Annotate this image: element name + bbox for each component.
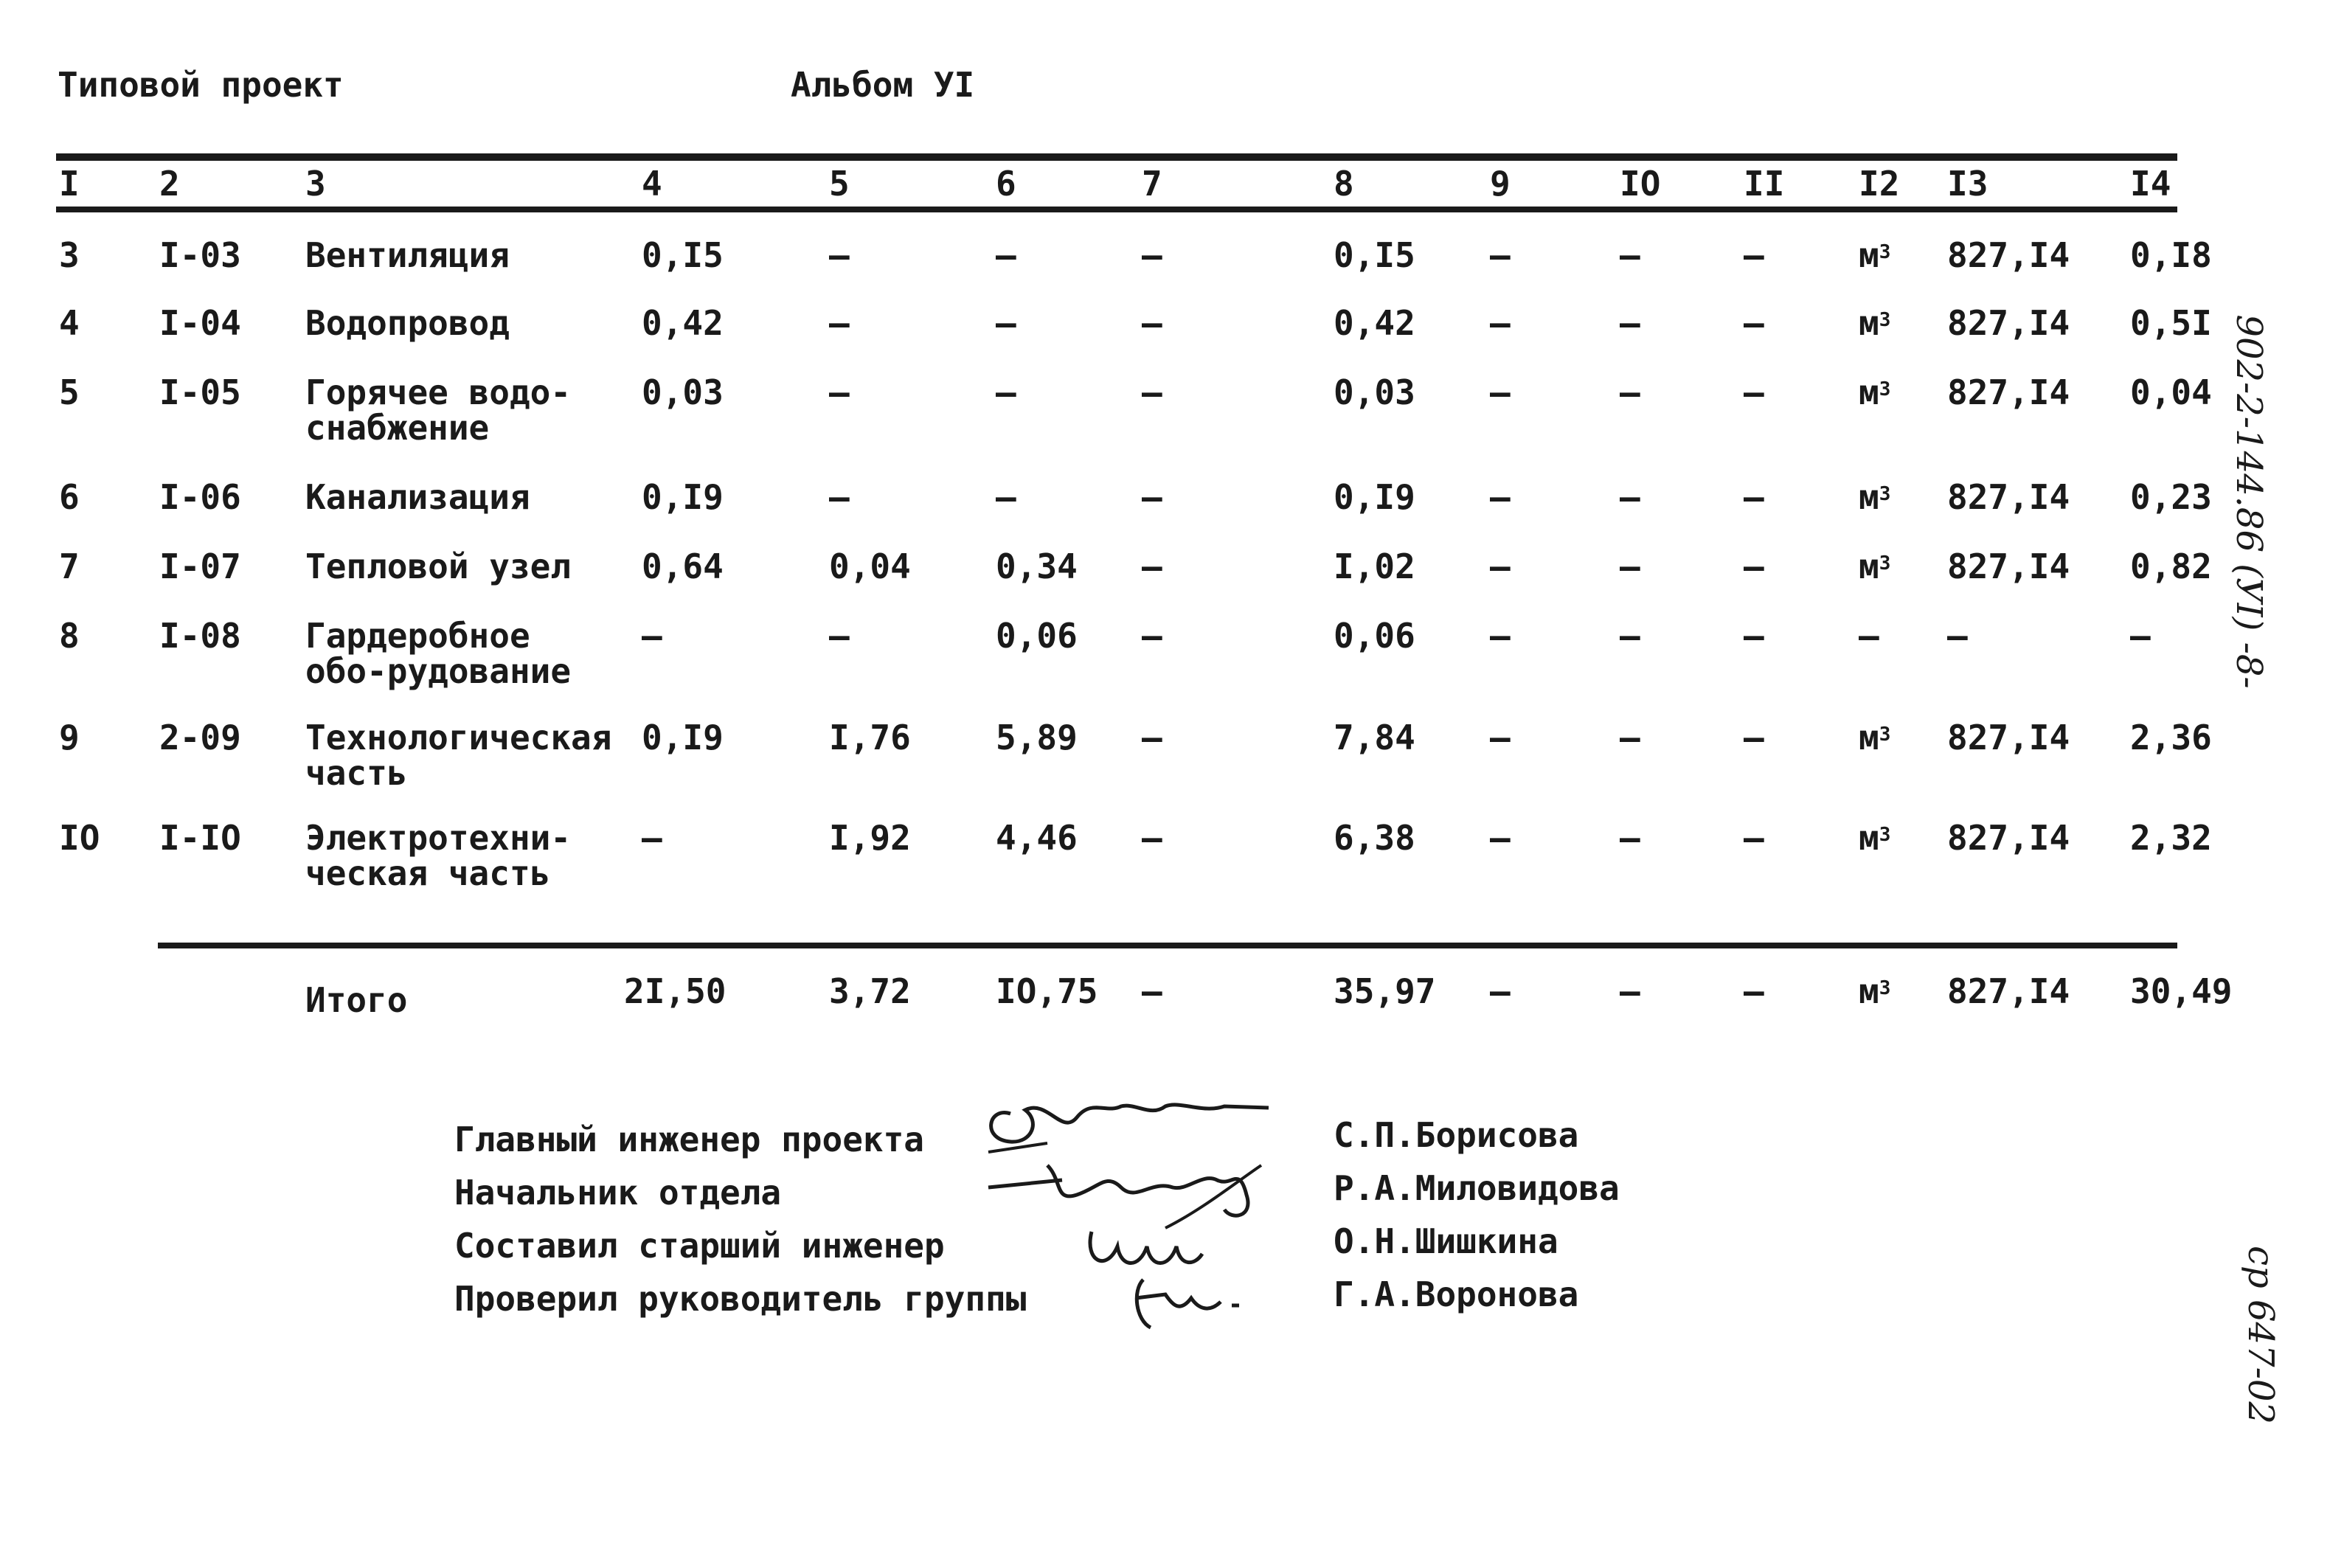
col-header-9: 9 [1490, 164, 1511, 204]
cell-c8: 0,03 [1334, 372, 1415, 412]
cell-c9: – [1490, 235, 1511, 275]
unit-exponent: 3 [1879, 309, 1891, 331]
table-header-rule [56, 207, 2177, 212]
cell-c10: – [1620, 372, 1640, 412]
cell-c12 [1859, 820, 1890, 856]
cell-c14: 0,23 [2130, 477, 2212, 517]
signature-group-leader [1121, 1269, 1283, 1335]
margin-note-top [2216, 236, 2282, 767]
cell-c4: – [642, 616, 662, 656]
unit-symbol: м [1859, 235, 1879, 275]
total-c8: 35,97 [1334, 971, 1436, 1011]
unit-symbol: м [1859, 303, 1879, 343]
cell-c12 [1859, 479, 1890, 515]
cell-c7: – [1142, 547, 1162, 586]
cell-c12 [1859, 305, 1890, 341]
cell-c13: 827,I4 [1947, 303, 2070, 343]
cell-c8: 0,42 [1334, 303, 1415, 343]
col-header-10: IO [1620, 164, 1661, 204]
cell-c10: – [1620, 303, 1640, 343]
margin-note-bottom-text: ср 647-02 [2240, 1246, 2281, 1424]
cell-c7: – [1142, 477, 1162, 517]
cell-c6: 0,34 [996, 547, 1078, 586]
unit-symbol: м [1859, 971, 1879, 1011]
cell-c4: 0,I9 [642, 718, 724, 757]
cell-c2: I-07 [159, 547, 241, 586]
margin-note-top-text: 902-2-144.86 (УI) -8- [2228, 314, 2270, 689]
cell-c1: 9 [59, 718, 80, 757]
cell-c2: I-08 [159, 616, 241, 656]
cell-c7: – [1142, 372, 1162, 412]
cell-c10: – [1620, 547, 1640, 586]
cell-c14: 2,32 [2130, 818, 2212, 858]
cell-c2: 2-09 [159, 718, 241, 757]
unit-exponent: 3 [1879, 483, 1891, 505]
cell-c1: 5 [59, 372, 80, 412]
sig-name-3: О.Н.Шишкина [1334, 1221, 1558, 1261]
cell-name: Электротехни-ческая часть [305, 818, 572, 893]
margin-note-bottom [2227, 1210, 2294, 1460]
col-header-2: 2 [159, 164, 180, 204]
col-header-8: 8 [1334, 164, 1354, 204]
cell-c8: 7,84 [1334, 718, 1415, 757]
cell-c2: I-05 [159, 372, 241, 412]
col-header-7: 7 [1142, 164, 1162, 204]
unit-exponent: 3 [1879, 977, 1891, 999]
cell-c9: – [1490, 547, 1511, 586]
cell-c10: – [1620, 235, 1640, 275]
cell-name: Горячее водо-снабжение [305, 372, 572, 448]
cell-c13: 827,I4 [1947, 477, 2070, 517]
total-name: Итого [305, 980, 408, 1020]
cell-c7: – [1142, 303, 1162, 343]
sig-role-2: Начальник отдела [454, 1173, 782, 1213]
cell-c9: – [1490, 818, 1511, 858]
cell-c2: I-03 [159, 235, 241, 275]
cell-c6: 5,89 [996, 718, 1078, 757]
cell-c7: – [1142, 818, 1162, 858]
total-c12 [1859, 971, 1891, 1011]
col-header-13: I3 [1947, 164, 1988, 204]
cell-c2: I-04 [159, 303, 241, 343]
cell-c11: – [1744, 818, 1764, 858]
unit-exponent: 3 [1879, 724, 1891, 746]
col-header-5: 5 [829, 164, 850, 204]
cell-c8: 6,38 [1334, 818, 1415, 858]
cell-c9: – [1490, 616, 1511, 656]
cell-c14: 0,04 [2130, 372, 2212, 412]
cell-c2: I-IO [159, 818, 241, 858]
cell-c12: – [1859, 616, 1879, 656]
cell-c10: – [1620, 616, 1640, 656]
cell-name: Канализация [305, 477, 530, 517]
cell-name: Технологическая часть [305, 718, 612, 793]
cell-c8: 0,I9 [1334, 477, 1415, 517]
cell-c4: – [642, 818, 662, 858]
cell-c5: I,92 [829, 818, 911, 858]
unit-exponent: 3 [1879, 378, 1891, 400]
cell-c11: – [1744, 303, 1764, 343]
cell-c7: – [1142, 616, 1162, 656]
sig-role-3: Составил старший инженер [454, 1226, 945, 1266]
cell-c12 [1859, 372, 1891, 412]
cell-c9: – [1490, 477, 1511, 517]
cell-c13: 827,I4 [1947, 235, 2070, 275]
cell-c13: – [1947, 616, 1968, 656]
total-c13: 827,I4 [1947, 971, 2070, 1011]
cell-c1: IO [59, 818, 100, 858]
col-header-14: I4 [2130, 164, 2171, 204]
cell-name: Гардеробное обо-рудование [305, 616, 572, 691]
cell-c4: 0,I9 [642, 477, 724, 517]
cell-c10: – [1620, 477, 1640, 517]
cell-c8: 0,06 [1334, 616, 1415, 656]
unit-symbol: м [1859, 477, 1879, 517]
cell-c6: – [996, 235, 1016, 275]
cell-c13: 827,I4 [1947, 718, 2070, 757]
unit-exponent: 3 [1879, 241, 1891, 263]
cell-c14: 2,36 [2130, 718, 2212, 757]
table-total-rule [158, 943, 2177, 948]
cell-c13: 827,I4 [1947, 547, 2070, 586]
col-header-6: 6 [996, 164, 1016, 204]
sig-name-1: С.П.Борисова [1334, 1115, 1579, 1155]
cell-c5: – [829, 235, 850, 275]
cell-c5: I,76 [829, 718, 911, 757]
cell-c5: 0,04 [829, 547, 911, 586]
sig-name-2: Р.А.Миловидова [1334, 1168, 1620, 1208]
cell-c14: 0,5I [2130, 303, 2212, 343]
sig-role-4: Проверил руководитель группы [454, 1279, 1027, 1319]
cell-c14: 0,I8 [2130, 235, 2212, 275]
cell-c5: – [829, 616, 850, 656]
cell-c9: – [1490, 303, 1511, 343]
total-c10: – [1620, 971, 1640, 1011]
cell-c6: – [996, 477, 1016, 517]
album-label: Альбом УI [791, 65, 975, 105]
unit-symbol: м [1859, 547, 1879, 586]
cell-c5: – [829, 303, 850, 343]
cell-c13: 827,I4 [1947, 372, 2070, 412]
cell-c6: – [996, 303, 1016, 343]
table-top-rule [56, 153, 2177, 161]
cell-c1: 4 [59, 303, 80, 343]
cell-c14: 0,82 [2130, 547, 2212, 586]
cell-c1: 3 [59, 235, 80, 275]
total-c5: 3,72 [829, 971, 911, 1011]
cell-c4: 0,42 [642, 303, 724, 343]
cell-c9: – [1490, 718, 1511, 757]
cell-c2: I-06 [159, 477, 241, 517]
cell-c12 [1859, 237, 1890, 273]
cell-c10: – [1620, 718, 1640, 757]
cell-c11: – [1744, 477, 1764, 517]
total-c6: IO,75 [996, 971, 1098, 1011]
cell-c1: 7 [59, 547, 80, 586]
cell-c7: – [1142, 718, 1162, 757]
unit-symbol: м [1859, 372, 1879, 412]
cell-c13: 827,I4 [1947, 818, 2070, 858]
cell-c4: 0,I5 [642, 235, 724, 275]
cell-c1: 8 [59, 616, 80, 656]
cell-c7: – [1142, 235, 1162, 275]
cell-c8: I,02 [1334, 547, 1415, 586]
cell-name: Тепловой узел [305, 547, 572, 586]
unit-exponent: 3 [1879, 824, 1891, 846]
col-header-1: I [59, 164, 80, 204]
cell-c12 [1859, 720, 1890, 755]
col-header-12: I2 [1859, 164, 1900, 204]
cell-c6: – [996, 372, 1016, 412]
col-header-11: II [1744, 164, 1785, 204]
cell-c10: – [1620, 818, 1640, 858]
cell-c11: – [1744, 547, 1764, 586]
sig-name-4: Г.А.Воронова [1334, 1274, 1579, 1314]
cell-c4: 0,03 [642, 372, 724, 412]
cell-c4: 0,64 [642, 547, 724, 586]
cell-c6: 4,46 [996, 818, 1078, 858]
cell-c8: 0,I5 [1334, 235, 1415, 275]
sig-role-1: Главный инженер проекта [454, 1120, 924, 1159]
cell-c11: – [1744, 616, 1764, 656]
cell-c14: – [2130, 616, 2151, 656]
unit-symbol: м [1859, 818, 1879, 858]
cell-c11: – [1744, 372, 1764, 412]
cell-c5: – [829, 372, 850, 412]
total-c9: – [1490, 971, 1511, 1011]
cell-c9: – [1490, 372, 1511, 412]
unit-exponent: 3 [1879, 552, 1891, 575]
cell-c1: 6 [59, 477, 80, 517]
cell-c11: – [1744, 718, 1764, 757]
col-header-3: 3 [305, 164, 326, 204]
cell-name: Водопровод [305, 303, 510, 343]
cell-c5: – [829, 477, 850, 517]
unit-symbol: м [1859, 718, 1879, 757]
project-type-label: Типовой проект [58, 65, 344, 105]
total-c4: 2I,50 [624, 971, 727, 1011]
cell-c6: 0,06 [996, 616, 1078, 656]
cell-c12 [1859, 549, 1890, 584]
total-c11: – [1744, 971, 1764, 1011]
cell-name: Вентиляция [305, 235, 510, 275]
cell-c11: – [1744, 235, 1764, 275]
total-c14: 30,49 [2130, 971, 2233, 1011]
col-header-4: 4 [642, 164, 662, 204]
total-c7: – [1142, 971, 1162, 1011]
